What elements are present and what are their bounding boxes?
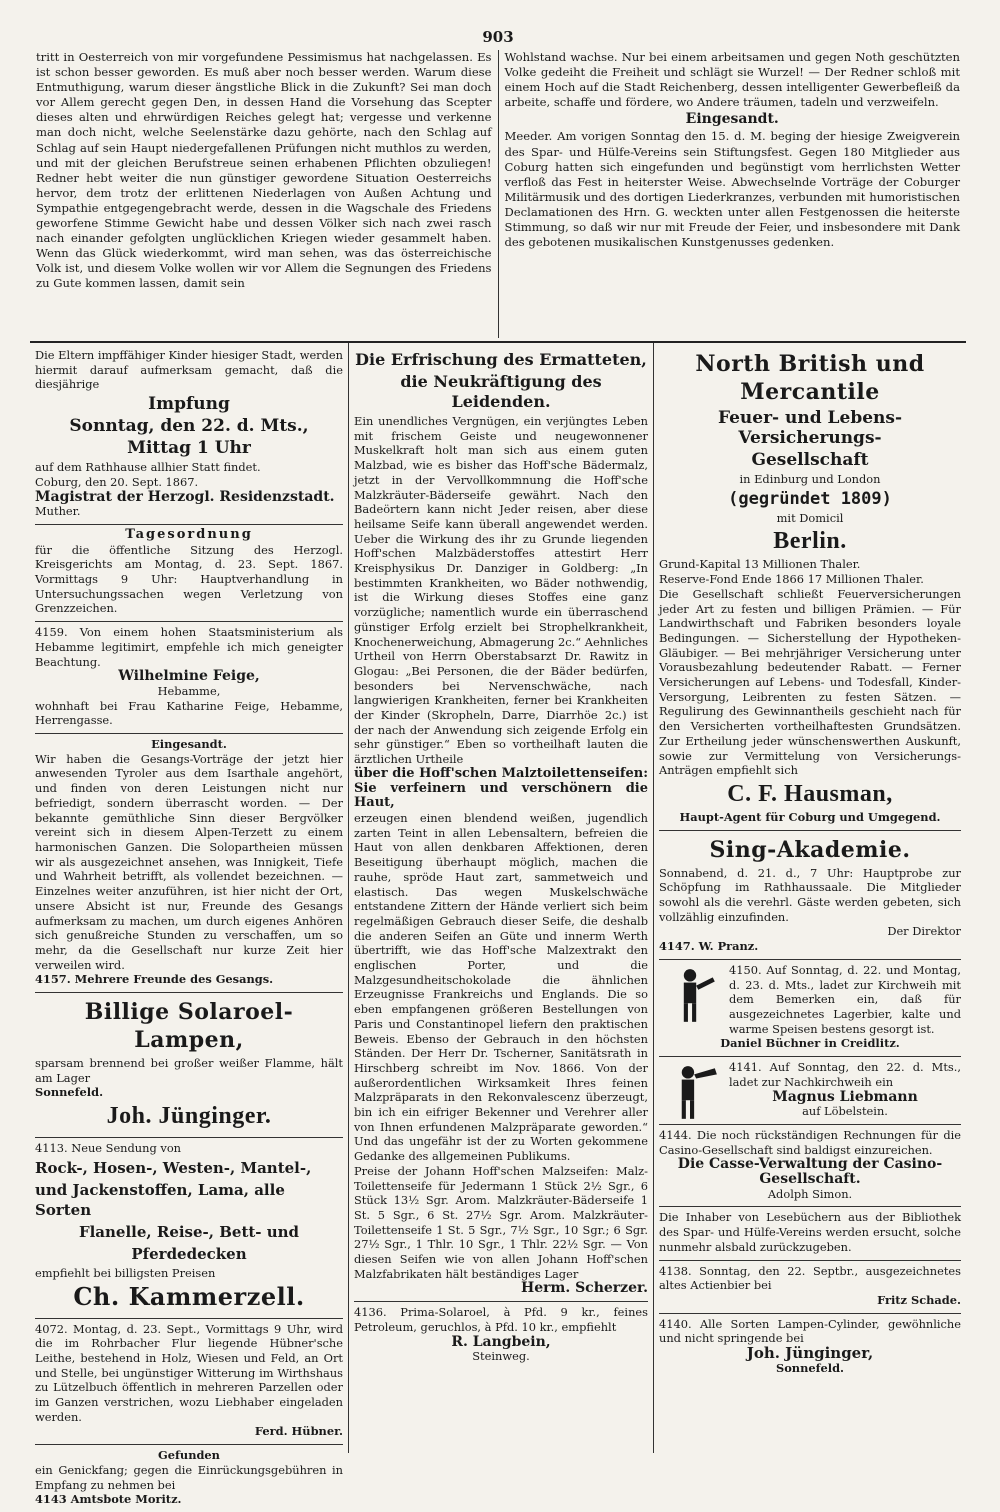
stoffe-line2: Rock-, Hosen-, Westen-, Mantel-, [35, 1158, 312, 1177]
petroleum-ad [354, 1302, 648, 1369]
actienbier-text: 4138. Sonntag, den 22. Septbr., ausgezeichnetes altes Actienbier bei [659, 1263, 961, 1293]
sing-akademie-ad [659, 831, 961, 960]
solaroel-text: sparsam brennend bei großer weißer Flamme, hält am Lager [35, 1056, 343, 1085]
top-left-column [30, 50, 498, 338]
nachkirchweih-host: Magnus Liebmann [772, 1088, 918, 1105]
stoffe-line4: Flanelle, Reise-, Bett- und [78, 1222, 300, 1241]
top-article-section [30, 50, 966, 343]
nachkirchweih-ad [659, 1057, 961, 1125]
casino-signature: Die Casse-Verwaltung der Casino-Gesellschaft. [677, 1156, 943, 1188]
nb-subtitle-2: Gesellschaft [751, 450, 869, 470]
solaroel-merchant: Joh. Jünginger. [106, 1103, 272, 1130]
ad-column-middle [348, 343, 654, 1453]
actienbier-signature: Fritz Schade. [877, 1292, 961, 1307]
malz-title-2: die Neukräftigung des Leidenden. [400, 372, 602, 411]
malz-body-2: erzeugen einen blendend weißen, jugendlich zarten Teint in allen Lebensaltern, befreien die Haut von allen denkbaren Affektionen, deren Beseitigung überhaupt möglich, machen die rauhe, spröde Haut zart, sammetweich und elastisch. Das wegen Muskelschwäche entstandene Zittern der Hände verliert sich beim regelmäßigen Gebrauch dieser Seife, die deshalb die anderen Seifen an Güte und innerm Werth übertrifft, wie das Hoff'sche Malzextrakt den englischen Porter, und die Malzgesundheitschokolade die ähnlichen Erzeugnisse Frankreichs und Englands. Die so eben empfangenen größeren Bestellungen von Paris und Constantinopel liefern den praktischen Beweis. Ebenso der Gebrauch in den höchsten Ständen. Der Herr Dr. Tscherner, Sanitätsrath in Hirschberg schreibt im Nov. 1866. Von der außerordentlichen Wirksamkeit Ihres feinen Malzpräparats in den Rekonvalescenz überzeugt, bin ich ein eifriger Bekenner und Verehrer aller von Ihnen erfundenen Malzpräparate geworden.“ Und das ungefähr ist der zu Worten gekommene Gedanke des allgemeinen Publikums. [354, 810, 648, 1164]
eingesandt-title: Eingesandt. [151, 737, 227, 752]
article-continuation: tritt in Oesterreich von mir vorgefundene Pessimismus hat nachgelassen. Es ist schon besser geworden. Es muß aber noch besser werden. Warum diese Entmuthigung, warum dieser ängstliche Blick in die Zukunft? Sei man doch vor Allem gerecht gegen Den, in dessen Hand die Vorsehung das Scepter dieses alten und ehrwürdigen Reiches gelegt hat; vergesse und verkenne man doch nicht, welche Seelenstärke dazu gehörte, nach den Schlag auf Schlag auf sein Haupt niedergefallenen Prüfungen nicht muthlos zu werden, und mit der gleichen Berufstreue seinen erhabenen Pflichten obzuliegen! Redner hebt weiter die nun günstiger gewordene Situation Oesterreichs hervor, dem trotz der erlittenen Niederlagen von Außen Achtung und Sympathie entgegengebracht werde, dessen in die Wagschale des Friedens geworfene Stimme Gewicht habe und dessen Völker sich nach zwei rasch nach einander gefolgten unglücklichen Kriegen wieder gesammelt haben. Wenn das Glück wiederkommt, wird man sehen, was das österreichische Volk ist, und diesem Volke wollen wir vor Allem die Segnungen des Friedens zu Gute kommen lassen, damit sein [36, 50, 492, 291]
musician-illustration [659, 965, 721, 1027]
nb-founded: (gegründet 1809) [728, 488, 892, 509]
malz-ad [354, 345, 648, 1302]
malz-seller: Herm. Scherzer. [521, 1280, 648, 1297]
stoffe-line3: und Jackenstoffen, Lama, alle Sorten [35, 1180, 285, 1219]
eingesandt-signature: 4157. Mehrere Freunde des Gesangs. [35, 972, 274, 987]
impfung-signature: Magistrat der Herzogl. Residenzstadt. [35, 488, 335, 505]
solaroel-title: Billige Solaroel-Lampen, [84, 999, 294, 1054]
top-right-column [498, 50, 967, 338]
cylinder-merchant: Joh. Jünginger, [746, 1344, 874, 1363]
ad-column-left [30, 343, 348, 1507]
meeder-report: Meeder. Am vorigen Sonntag den 15. d. M. beging der hiesige Zweigverein des Spar- und Hülfe-Vereins sein Stiftungsfest. Gegen 180 Mitglieder aus Coburg hatten sich eingefunden und begünstigt vom herrlichsten Wetter verfloß das Fest in heiterster Weise. Abwechselnde Vorträge der Coburger Militärmusik und des dortigen Liederkranzes, verbunden mit humoristischen Declamationen des Hrn. G. weckten unter allen Festgenossen die heiterste Stimmung, so daß wir nur mit Freude der Feier, und insbesondere mit Dank des gebotenen musikalischen Kunstgenusses gedenken. [504, 129, 960, 250]
nachkirchweih-text: 4141. Auf Sonntag, den 22. d. Mts., ladet zur Nachkirchweih ein [729, 1060, 961, 1089]
gefunden-notice [35, 1445, 343, 1512]
impfung-time: Mittag 1 Uhr [127, 438, 251, 459]
nb-title: North British und Mercantile [695, 351, 925, 405]
kirchweih-signature: Daniel Büchner in Creidlitz. [720, 1036, 900, 1051]
stoffe-intro: 4113. Neue Sendung von [35, 1141, 182, 1156]
sing-role: Der Direktor [887, 924, 961, 939]
hebamme-role: Hebamme, [157, 683, 221, 698]
advertisement-columns [30, 343, 966, 1507]
trumpeter-illustration [659, 1062, 721, 1124]
eingesandt-text: Wir haben die Gesangs-Vorträge der jetzt hier anwesenden Tyroler aus dem Isarthale angehört, und finden von deren Leistungen nicht nur befriedigt, sondern überrascht worden. — Der bekannte gemüthliche Sinn dieser Bergvölker vereint sich in diesem Alpen-Terzett zu einem harmonischen Ganzen. Die Solopartheien müssen wir als ausgezeichnet ansehen, was Innigkeit, Tiefe und Wahrheit betrifft, als vollendet bezeichnen. — Einzelnes weiter anzuführen, ist hier nicht der Ort, unsere Absicht ist nur, Freunde des Gesangs aufmerksam zu machen, um durch eigenes Anhören sich genußreiche Stunden zu verschaffen, um so mehr, da die Gesellschaft nur kurze Zeit hier verweilen wird. [35, 751, 343, 972]
gefunden-title: Gefunden [158, 1448, 220, 1463]
tagesordnung-title: Tagesordnung [125, 526, 253, 542]
nb-domicil: mit Domicil [776, 510, 844, 525]
impfung-notice [35, 345, 343, 525]
casino-signer: Adolph Simon. [767, 1186, 853, 1201]
impfung-signer: Muther. [35, 504, 81, 519]
stoffe-ad [35, 1138, 343, 1318]
petroleum-address: Steinweg. [472, 1349, 530, 1364]
solaroel-ad [35, 993, 343, 1138]
nb-capital: Grund-Kapital 13 Millionen Thaler. [659, 557, 861, 572]
cylinder-text: 4140. Alle Sorten Lampen-Cylinder, gewöhnliche und nicht springende bei [659, 1316, 961, 1346]
lesebuecher-text: Die Inhaber von Lesebüchern aus der Bibliothek des Spar- und Hülfe-Vereins werden ersucht, solche nunmehr alsbald zurückzugeben. [659, 1210, 961, 1254]
nb-agent-role: Haupt-Agent für Coburg und Umgegend. [679, 809, 941, 824]
hebamme-name: Wilhelmine Feige, [118, 668, 260, 685]
malz-highlight: über die Hoff'schen Malztoilettenseifen: Sie verfeinern und verschönern die Haut, [354, 765, 648, 811]
nachkirchweih-place: auf Löbelstein. [802, 1104, 888, 1119]
actienbier-ad [659, 1261, 961, 1314]
nb-city: Berlin. [773, 528, 847, 555]
hebamme-text: 4159. Von einem hohen Staatsministerium als Hebamme legitimirt, empfehle ich mich geneigter Beachtung. [35, 625, 343, 669]
nb-text: Die Gesellschaft schließt Feuerversicherungen jeder Art zu festen und billigen Prämien. — Für Landwirthschaft und Fabriken besonders loyale Bedingungen. — Sicherstellung der Hypotheken-Gläubiger. — Bei mehrjähriger Versicherung unter Vorausbezahlung bedeutender Rabatt. — Ferner Versicherungen auf Lebens- und Todesfall, Kinder-Versorgung, Leibrenten zu festen Sätzen. — Regulirung des Gewinnantheils geschieht nach für den Versicherten vortheilhaftesten Grundsätzen. Zur Ertheilung jeder wünschenswerthen Auskunft, sowie zur Vermittelung von Versicherungs-Anträgen empfiehlt sich [659, 586, 961, 778]
nb-location: in Edinburg und London [739, 472, 881, 486]
stoffe-line6: empfiehlt bei billigsten Preisen [35, 1265, 216, 1280]
leithe-text: 4072. Montag, d. 23. Sept., Vormittags 9 Uhr, wird die im Rohrbacher Flur liegende Hübner'sche Leithe, bestehend in Holz, Wiesen und Feld, an Ort und Stelle, bei ungünstiger Witterung im Wirthshaus zu Lützelbuch öffentlich in mehreren Parzellen oder im Ganzen verstrichen, wozu Liebhaber eingeladen werden. [35, 1321, 343, 1424]
impfung-place-date: Coburg, den 20. Sept. 1867. [35, 474, 199, 489]
hebamme-ad [35, 622, 343, 734]
kirchweih-text: 4150. Auf Sonntag, d. 22. und Montag, d. 23. d. Mts., ladet zur Kirchweih mit dem Bemerken ein, daß für ausgezeichnetes Lagerbier, kalte und warme Speisen bestens gesorgt ist. [729, 962, 961, 1036]
stoffe-merchant: Ch. Kammerzell. [73, 1281, 305, 1311]
eingesandt-heading: Eingesandt. [685, 111, 779, 128]
impfung-date: Sonntag, den 22. d. Mts., [69, 416, 309, 437]
nb-reserve: Reserve-Fond Ende 1866 17 Millionen Thaler. [659, 572, 924, 587]
ad-column-right [654, 343, 966, 1453]
petroleum-text: 4136. Prima-Solaroel, à Pfd. 9 kr., feines Petroleum, geruchlos, à Pfd. 10 kr., empfiehlt [354, 1305, 648, 1334]
cylinder-ad [659, 1314, 961, 1381]
malz-prices: Preise der Johann Hoff'schen Malzseifen: Malz-Toilettenseife für Jedermann 1 Stück 2½ Sgr., 6 Stück 13½ Sgr. Arom. Malzkräuter-Bäderseife 1 St. 5 Sgr., 6 St. 27½ Sgr. Arom. Malzkräuter-Toilettenseife 1 St. 5 Sgr., 7½ Sgr., 10 Sgr.; 6 Sgr. 27½ Sgr., 1 Thlr. 10 Sgr., 1 Thlr. 22½ Sgr. — Von diesen Seifen wie von allen Johann Hoff'schen Malzfabrikaten hält beständiges Lager [354, 1163, 648, 1281]
nb-subtitle: Feuer- und Lebens-Versicherungs- [717, 408, 903, 448]
petroleum-merchant: R. Langbein, [451, 1333, 551, 1350]
gefunden-signature: 4143 Amtsbote Moritz. [35, 1492, 182, 1507]
page-number: 903 [482, 28, 514, 46]
sing-text: Sonnabend, d. 21. d., 7 Uhr: Hauptprobe zur Schöpfung im Rathhaussaale. Die Mitglieder sowohl als die verehrl. Gäste werden gebeten, sich vollzählig einzufinden. [659, 865, 961, 924]
malz-body-1: Ein unendliches Vergnügen, ein verjüngtes Leben mit frischem Geiste und neugewonnener Muskelkraft holt man sich aus einem guten Malzbad, wie es bisher das Hoff'sche Bädermalz, jetzt in der Vervollkommnung die Hoff'sche Malzkräuter-Bäderseife gewährt. Nach den Badeörtern kann nicht Jeder reisen, aber diese heilsame Seife kann überall angewendet werden. Ueber die Wirkung des ihr zu Grunde liegenden Hoff'schen Malzbäderstoffes attestirt Herr Kreisphysikus Dr. Danziger in Goldberg: „In bestimmten Krankheiten, wo Bäder nothwendig, ist die Wirkung dieses Stoffes eine ganz vorzügliche; namentlich wurde ein überraschend günstiger Erfolg erzielt bei Strophelkrankheit, Knochenerweichung, Abmagerung 2c.“ Aehnliches Urtheil von Herrn Oberstabsarzt Dr. Rawitz in Glogau: „Bei Personen, die der Bäder bedürfen, besonders bei Nervenschwäche, nach langwierigen Krankheiten, ferner bei Krankheiten der Kinder (Skropheln, Darre, Diarrhöe 2c.) ist der nach der Anwendung sich zeigende Erfolg ein sehr günstiger.“ Eben so vortheilhaft lauten die ärztlichen Urtheile [354, 414, 648, 767]
tagesordnung-notice [35, 525, 343, 622]
solaroel-place: Sonnefeld. [35, 1085, 104, 1100]
cylinder-place: Sonnefeld. [775, 1360, 845, 1375]
tagesordnung-text: für die öffentliche Sitzung des Herzogl. Kreisgerichts am Montag, d. 23. Sept. 1867. Vormittags 9 Uhr: Hauptverhandlung in Untersuchungssachen wegen Verletzung von Grenzzeichen. [35, 542, 343, 616]
north-british-ad [659, 345, 961, 831]
tyroler-eingesandt [35, 734, 343, 993]
impfung-intro: Die Eltern impffähiger Kinder hiesiger Stadt, werden hiermit darauf aufmerksam gemacht, daß die diesjährige [35, 348, 343, 392]
impfung-title: Impfung [148, 394, 230, 415]
article-ending: Wohlstand wachse. Nur bei einem arbeitsamen und gegen Noth geschützten Volke gedeiht die Freiheit und schlägt sie Wurzel! — Der Redner schloß mit einem Hoch auf die Stadt Reichenberg, dessen intelligenter Gewerbefleiß da arbeite, schaffe und fördere, wo Andere träumen, tadeln und verzweifeln. [504, 50, 960, 110]
casino-text: 4144. Die noch rückständigen Rechnungen für die Casino-Gesellschaft sind baldigst einzureichen. [659, 1127, 961, 1157]
hebamme-address: wohnhaft bei Frau Katharine Feige, Hebamme, Herrengasse. [35, 698, 343, 728]
stoffe-line5: Pferdedecken [131, 1244, 247, 1263]
nb-agent: C. F. Hausman, [727, 780, 893, 807]
kirchweih-ad [659, 960, 961, 1057]
lesebuecher-notice [659, 1207, 961, 1260]
sing-title: Sing-Akademie. [709, 836, 911, 863]
sing-signature: 4147. W. Pranz. [659, 939, 759, 954]
leithe-ad [35, 1319, 343, 1446]
casino-notice [659, 1125, 961, 1208]
impfung-location: auf dem Rathhause allhier Statt findet. [35, 460, 261, 475]
leithe-signature: Ferd. Hübner. [254, 1424, 343, 1439]
gefunden-text: ein Genickfang; gegen die Einrückungsgebühren in Empfang zu nehmen bei [35, 1462, 343, 1492]
malz-title-1: Die Erfrischung des Ermatteten, [355, 350, 647, 369]
